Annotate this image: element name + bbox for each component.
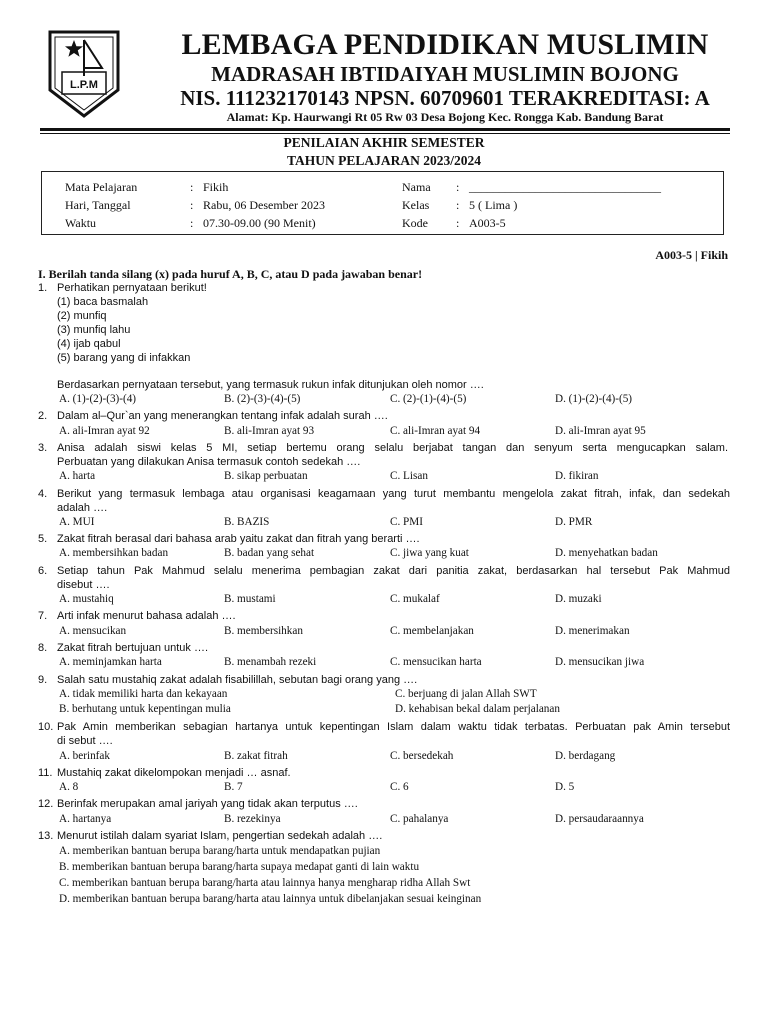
exam-year: TAHUN PELAJARAN 2023/2024 [286,153,481,168]
question-number: 10. [38,721,54,733]
date-value: Rabu, 06 Desember 2023 [203,198,325,212]
colon: : [190,216,194,230]
answer-option-a[interactable]: A. ali-Imran ayat 92 [59,425,150,437]
question-number: 13. [38,830,54,842]
answer-option-a[interactable]: A. berinfak [59,750,110,762]
answer-option-d[interactable]: D. (1)-(2)-(4)-(5) [555,393,633,405]
question-text: di sebut …. [57,735,113,747]
question-text: Perhatikan pernyataan berikut! [57,282,207,294]
answer-option-d[interactable]: D. muzaki [555,593,602,605]
answer-option-c[interactable]: C. PMI [390,516,423,528]
answer-option-c[interactable]: C. membelanjakan [390,625,474,637]
answer-option-b[interactable]: B. (2)-(3)-(4)-(5) [224,393,301,405]
answer-option-d[interactable]: D. ali-Imran ayat 95 [555,425,646,437]
answer-option-c[interactable]: C. ali-Imran ayat 94 [390,425,481,437]
class-value: 5 ( Lima ) [469,198,518,212]
lpm-logo [44,28,124,120]
answer-option-c[interactable]: C. (2)-(1)-(4)-(5) [390,393,467,405]
question-text: disebut …. [57,579,110,591]
answer-option-a[interactable]: A. harta [59,470,96,482]
school-name: MADRASAH IBTIDAIYAH MUSLIMIN BOJONG [211,62,679,86]
subject-value: Fikih [203,180,229,194]
exam-title: PENILAIAN AKHIR SEMESTER [283,135,485,150]
answer-option-a[interactable]: A. memberikan bantuan berupa barang/harta untuk mendapatkan pujian [59,845,381,857]
code-label: Kode [402,216,428,230]
question-number: 7. [38,610,48,622]
subject-label: Mata Pelajaran [65,180,138,194]
question-number: 4. [38,488,48,500]
answer-option-a[interactable]: A. tidak memiliki harta dan kekayaan [59,688,228,700]
school-ids: NIS. 111232170143 NPSN. 60709601 TERAKREDITASI: A [180,86,710,110]
answer-option-d[interactable]: D. mensucikan jiwa [555,656,645,668]
colon: : [456,216,460,230]
name-label: Nama [402,180,431,194]
name-field[interactable]: ________________________________ [469,180,661,194]
institution-name: LEMBAGA PENDIDIKAN MUSLIMIN [181,28,709,61]
page-code-header: A003-5 | Fikih [655,248,728,262]
code-value: A003-5 [469,216,506,230]
question-text: Perbuatan yang dilakukan Anisa termasuk contoh sedekah …. [57,456,361,468]
answer-option-d[interactable]: D. PMR [555,516,593,528]
answer-option-a[interactable]: A. MUI [59,516,95,528]
answer-option-a[interactable]: A. mustahiq [59,593,114,605]
answer-option-b[interactable]: B. ali-Imran ayat 93 [224,425,315,437]
answer-option-b[interactable]: B. sikap perbuatan [224,470,308,482]
question-number: 8. [38,642,48,654]
colon: : [456,198,460,212]
question-number: 2. [38,410,48,422]
answer-option-a[interactable]: A. mensucikan [59,625,127,637]
question-text: Anisa adalah siswi kelas 5 MI, setiap bertemu orang selalu berjabat tangan dan senyum serta mengucapkan salam. [57,442,728,454]
question-text: Pak Amin memberikan sebagian hartanya untuk kepentingan Islam dalam waktu tidak terbatas. Perbuatan pak Amin tersebut [57,721,730,733]
answer-option-c[interactable]: C. jiwa yang kuat [390,547,469,559]
logo-text: L.P.M [70,79,98,91]
statement-item: (4) ijab qabul [57,338,121,350]
answer-option-c[interactable]: C. berjuang di jalan Allah SWT [395,688,537,700]
answer-option-b[interactable]: B. badan yang sehat [224,547,315,559]
answer-option-b[interactable]: B. membersihkan [224,625,303,637]
statement-item: (5) barang yang di infakkan [57,352,191,364]
question-number: 3. [38,442,48,454]
question-number: 11. [38,767,53,779]
header-rule-thin [40,133,730,134]
answer-option-d[interactable]: D. menyehatkan badan [555,547,658,559]
question-text: Salah satu mustahiq zakat adalah fisabilillah, sebutan bagi orang yang …. [57,674,418,686]
answer-option-c[interactable]: C. pahalanya [390,813,449,825]
question-number: 6. [38,565,48,577]
question-text: Berdasarkan pernyataan tersebut, yang termasuk rukun infak ditunjukan oleh nomor …. [57,379,484,391]
date-label: Hari, Tanggal [65,198,131,212]
time-label: Waktu [65,216,97,230]
colon: : [456,180,460,194]
question-text: Zakat fitrah bertujuan untuk …. [57,642,209,654]
answer-option-a[interactable]: A. (1)-(2)-(3)-(4) [59,393,137,405]
school-address: Alamat: Kp. Haurwangi Rt 05 Rw 03 Desa Bojong Kec. Rongga Kab. Bandung Barat [226,110,664,124]
question-number: 12. [38,798,54,810]
answer-option-b[interactable]: B. memberikan bantuan berupa barang/harta supaya medapat ganti di lain waktu [59,861,420,873]
question-number: 5. [38,533,48,545]
answer-option-c[interactable]: C. Lisan [390,470,428,482]
answer-option-c[interactable]: C. memberikan bantuan berupa barang/harta atau lainnya hanya mengharap ridha Allah Swt [59,877,471,889]
question-text: Berikut yang termasuk lembaga atau organisasi keagamaan yang turut membantu mengelola zakat fitrah, infak, dan sedekah [57,488,730,500]
colon: : [190,180,194,194]
answer-option-b[interactable]: B. menambah rezeki [224,656,317,668]
answer-option-a[interactable]: A. hartanya [59,813,112,825]
answer-option-b[interactable]: B. 7 [224,781,243,793]
star-icon [65,40,83,57]
answer-option-a[interactable]: A. 8 [59,781,79,793]
answer-option-d[interactable]: D. fikiran [555,470,599,482]
answer-option-d[interactable]: D. kehabisan bekal dalam perjalanan [395,703,560,715]
question-text: Berinfak merupakan amal jariyah yang tidak akan terputus …. [57,798,358,810]
statement-item: (1) baca basmalah [57,296,149,308]
class-label: Kelas [402,198,430,212]
question-text: Zakat fitrah berasal dari bahasa arab yaitu zakat dan fitrah yang berarti …. [57,533,420,545]
header-rule-thick [40,128,730,131]
answer-option-d[interactable]: D. berdagang [555,750,616,762]
answer-option-d[interactable]: D. memberikan bantuan berupa barang/harta atau lainnya untuk dibelanjakan sesuai keinginan [59,893,482,905]
question-text: Mustahiq zakat dikelompokan menjadi … asnaf. [57,767,291,779]
time-value: 07.30-09.00 (90 Menit) [203,216,316,230]
question-number: 1. [38,282,48,294]
question-text: Arti infak menurut bahasa adalah …. [57,610,236,622]
answer-option-c[interactable]: C. mensucikan harta [390,656,482,668]
question-number: 9. [38,674,48,686]
question-text: Menurut istilah dalam syariat Islam, pengertian sedekah adalah …. [57,830,383,842]
answer-option-d[interactable]: D. menerimakan [555,625,630,637]
answer-option-c[interactable]: C. 6 [390,781,409,793]
question-text: adalah …. [57,502,108,514]
answer-option-a[interactable]: A. membersihkan badan [59,547,169,559]
answer-option-a[interactable]: A. meminjamkan harta [59,656,162,668]
section-instruction: I. Berilah tanda silang (x) pada huruf A, B, C, atau D pada jawaban benar! [38,267,423,281]
question-text: Dalam al–Qur`an yang menerangkan tentang infak adalah surah …. [57,410,388,422]
answer-option-b[interactable]: B. rezekinya [224,813,281,825]
answer-option-b[interactable]: B. BAZIS [224,516,270,528]
answer-option-d[interactable]: D. persaudaraannya [555,813,644,825]
statement-item: (3) munfiq lahu [57,324,131,336]
answer-option-b[interactable]: B. zakat fitrah [224,750,288,762]
colon: : [190,198,194,212]
statement-item: (2) munfiq [57,310,107,322]
question-text: Setiap tahun Pak Mahmud selalu menerima pembagian zakat dari panitia zakat, berdasarkan hal tersebut Pak Mahmud [57,565,730,577]
answer-option-b[interactable]: B. mustami [224,593,276,605]
answer-option-c[interactable]: C. bersedekah [390,750,454,762]
answer-option-b[interactable]: B. berhutang untuk kepentingan mulia [59,703,231,715]
answer-option-d[interactable]: D. 5 [555,781,575,793]
answer-option-c[interactable]: C. mukalaf [390,593,440,605]
